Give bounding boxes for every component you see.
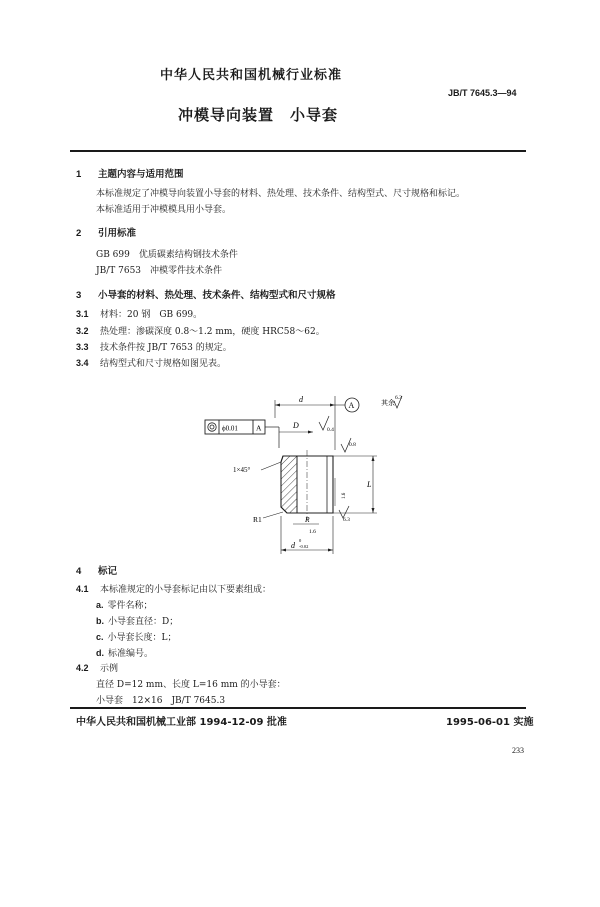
guide-bushing-drawing	[195, 388, 445, 558]
dim-d-top: d	[299, 395, 303, 404]
list-item	[96, 598, 153, 611]
subclause-number: 3.3	[76, 342, 89, 352]
list-item-text: 小导套直径：D；	[108, 617, 179, 627]
subclause-text: 本标准规定的小导套标记由以下要素组成：	[100, 585, 272, 595]
fillet-label: R1	[253, 515, 262, 524]
section-4-heading	[76, 563, 117, 577]
rest-roughness-value: 6.3	[395, 395, 402, 401]
issuing-standard-heading: 中华人民共和国机械行业标准	[160, 68, 343, 83]
dim-D: D	[293, 421, 299, 430]
list-item-label: d.	[96, 648, 104, 658]
bottom-roughness: 1.6	[309, 529, 316, 535]
document-title: 冲模导向装置 小导套	[178, 106, 339, 124]
footer-rule	[70, 707, 526, 709]
subclause-number: 3.1	[76, 309, 89, 319]
subclause-3-3	[76, 340, 232, 353]
list-item-text: 标准编号。	[108, 649, 154, 659]
bore-roughness: 0.4	[327, 427, 334, 433]
subclause-4-1	[76, 582, 271, 595]
list-item-text: 零件名称；	[107, 601, 153, 611]
datum-circle-letter: A	[348, 401, 355, 410]
list-item	[96, 646, 153, 659]
list-item-text: 小导套长度：L；	[107, 633, 177, 643]
end-roughness: 6.3	[343, 517, 350, 523]
reference-line: GB 699 优质碳素结构钢技术条件	[96, 250, 238, 260]
approval-line: 中华人民共和国机械工业部 1994-12-09 批准	[76, 717, 287, 728]
standard-number: JB/T 7645.3—94	[448, 88, 517, 98]
paragraph: 本标准规定了冲模导向装置小导套的材料、热处理、技术条件、结构型式、尺寸规格和标记。	[96, 189, 466, 199]
bushing-section	[281, 450, 333, 520]
dim-d-bottom: d	[291, 541, 295, 550]
list-item-label: b.	[96, 616, 104, 626]
lower-deviation: -0.02	[299, 544, 309, 549]
subclause-text: 示例	[100, 664, 119, 674]
subclause-4-2	[76, 661, 118, 674]
subclause-number: 4.2	[76, 663, 89, 673]
chamfer-label: 1×45°	[233, 466, 251, 474]
subclause-number: 3.4	[76, 358, 89, 368]
face-roughness: 1.6	[342, 492, 347, 499]
section-1-heading	[76, 166, 184, 180]
tolerance-frame	[205, 420, 279, 448]
dim-L: L	[367, 480, 372, 489]
section-title: 标记	[98, 566, 118, 577]
list-item	[96, 614, 178, 627]
rest-roughness-label: 其余	[381, 399, 395, 407]
section-title: 引用标准	[98, 228, 137, 239]
list-item	[96, 630, 177, 643]
section-title: 小导套的材料、热处理、技术条件、结构型式和尺寸规格	[98, 290, 336, 301]
subclause-3-2	[76, 324, 325, 337]
subclause-number: 3.2	[76, 326, 89, 336]
section-title: 主题内容与适用范围	[98, 169, 184, 180]
section-3-heading	[76, 287, 336, 301]
subclause-3-4	[76, 356, 226, 369]
section-number: 1	[76, 169, 82, 180]
header-rule	[70, 150, 526, 152]
section-number: 2	[76, 228, 82, 239]
subclause-text: 技术条件按 JB/T 7653 的规定。	[100, 343, 232, 353]
example-line: 小导套 12×16 JB/T 7645.3	[96, 696, 226, 706]
subclause-3-1	[76, 307, 202, 320]
datum-letter: A	[256, 423, 262, 433]
list-item-label: c.	[96, 632, 104, 642]
page-number: 233	[512, 746, 524, 755]
section-2-heading	[76, 225, 136, 239]
paragraph: 本标准适用于冲模模具用小导套。	[96, 205, 232, 215]
tolerance-value: ϕ0.01	[222, 424, 238, 433]
implementation-date: 1995-06-01 实施	[446, 717, 534, 728]
section-number: 4	[76, 566, 82, 577]
upper-deviation: 0	[299, 538, 302, 543]
subclause-text: 热处理：渗碳深度 0.8～1.2 mm，硬度 HRC58～62。	[100, 327, 325, 337]
section-number: 3	[76, 290, 82, 301]
concentricity-icon	[208, 423, 216, 431]
reference-line: JB/T 7653 冲模零件技术条件	[96, 266, 223, 276]
subclause-text: 结构型式和尺寸规格如图见表。	[100, 359, 227, 369]
subclause-text: 材料：20 钢 GB 699。	[100, 310, 203, 320]
outer-roughness: 0.8	[349, 442, 356, 448]
example-line: 直径 D=12 mm、长度 L=16 mm 的小导套：	[96, 680, 286, 690]
list-item-label: a.	[96, 600, 104, 610]
subclause-number: 4.1	[76, 584, 89, 594]
dim-R: R	[305, 515, 310, 524]
